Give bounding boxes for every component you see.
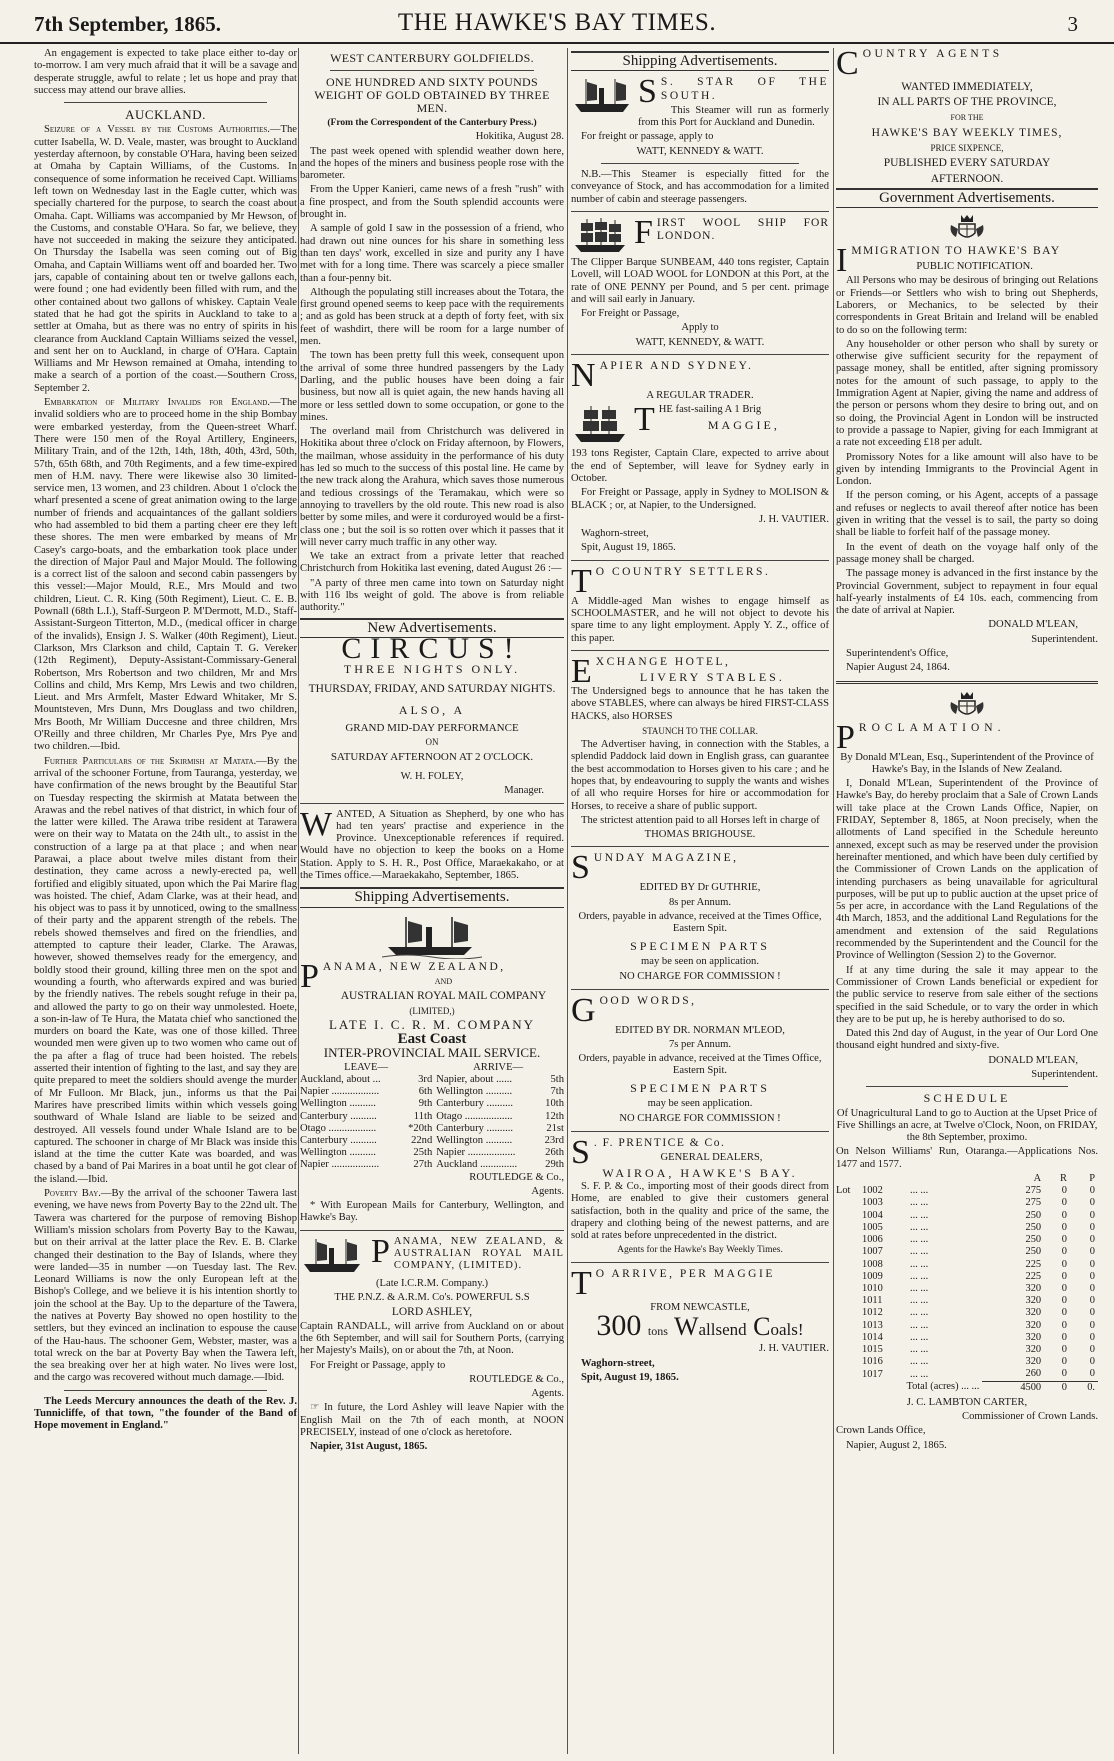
auckland-heading: AUCKLAND.: [125, 107, 206, 123]
lot-row: 1016 ... ... 320 0 0: [862, 1356, 1095, 1368]
sunday-ad: [571, 849, 829, 887]
carter-name: J. C. LAMBTON CARTER,: [906, 1396, 1028, 1408]
circus-manager-name: W. H. FOLEY,: [400, 770, 464, 782]
prentice-place: WAIROA, HAWKE'S BAY.: [602, 1165, 798, 1180]
coals-date: Spit, August 19, 1865.: [581, 1371, 679, 1383]
immigration-paragraph: If the person coming, or his Agent, accepts of a passage and refuses or neglects to avail thereof after notice has been given in writing that the vessel is to sail, the party so doing shall be liable to forfeit half of the passage money.: [836, 490, 1098, 539]
coals-signature: J. H. VAUTIER.: [759, 1343, 829, 1355]
lot-row: 1006 ... ... 250 0 0: [862, 1234, 1095, 1246]
good-words-specimen: SPECIMEN PARTS: [630, 1080, 770, 1095]
carter-date: Napier, August 2, 1865.: [846, 1439, 947, 1451]
pointing-hand-icon: ☞: [310, 1402, 325, 1414]
further-lead: Further Particulars of the Skirmish at Matata.: [44, 755, 257, 767]
carter-title: Commissioner of Crown Lands.: [962, 1411, 1098, 1423]
divider: [836, 681, 1098, 684]
new-ads-heading: New Advertisements.: [300, 618, 564, 638]
divider: [571, 211, 829, 212]
leave-header: LEAVE—: [344, 1061, 389, 1073]
steamship-icon: [571, 76, 633, 116]
seizure-lead: Seizure of a Vessel by the Customs Authorities.: [44, 124, 270, 136]
panama-aus: AUSTRALIAN ROYAL MAIL COMPANY: [340, 990, 547, 1003]
lots-total: Total (acres) ... ... 4500 0 0.: [836, 1381, 1098, 1394]
divider: [571, 989, 829, 990]
prentice-title: . F. PRENTICE & Co.: [593, 1136, 726, 1149]
arrive-header: ARRIVE—: [473, 1061, 524, 1073]
lot-row: 1003 ... ... 275 0 0: [862, 1197, 1095, 1209]
sunday-title: UNDAY MAGAZINE,: [593, 852, 739, 865]
circus-grand: GRAND MID-DAY PERFORMANCE: [345, 722, 519, 735]
gold-paragraph: A sample of gold I saw in the possession of a friend, who had drawn out nine ounces for his share in something less than ten days' work, excelled in size and purity any I have met with for a long time. There was scarcely a piece smaller than a four-penny bit.: [300, 223, 564, 284]
panama2-ship: LORD ASHLEY,: [391, 1306, 473, 1319]
drop-cap: S: [571, 849, 590, 887]
gold-paragraph: From the Upper Kanieri, came news of a fresh "rush" with a fine prospect, and from the South splendid accounts were brought in.: [300, 184, 564, 221]
circus-manager-title: Manager.: [504, 785, 544, 797]
panama2-title: ANAMA, NEW ZEALAND, & AUSTRALIAN ROYAL MAIL COMPANY, (LIMITED).: [393, 1235, 564, 1272]
column-rule: [833, 48, 834, 1754]
matata-article: [34, 756, 297, 1186]
prentice-body: S. F. P. & Co., importing most of their goods direct from Home, are enabled to give their customers general satisfaction, both in the quality and price of the same, the drapery and clothing being of the newest patterns, and are sold at rates before unprecedented in the district.: [571, 1180, 829, 1242]
coals-address: Waghorn-street,: [581, 1357, 655, 1369]
panama2-late: (Late I.C.R.M. Company.): [376, 1277, 488, 1289]
schedule-row: Canterbury .......... 22nd Wellington .......... 23rd: [300, 1134, 564, 1146]
divider: [64, 1390, 267, 1391]
masthead: [0, 0, 1114, 44]
column-news: [34, 48, 297, 1754]
routledge-name: ROUTLEDGE & Co.,: [469, 1373, 564, 1385]
embark-body: —The invalid soldiers who are to proceed home in the ship Bombay were embarked yesterday, from the Queen-street Wharf. There were 150 men of the Royal Artillery, Engineers, Military Train, and of the 12th, 14th, 18th, 40th, 43rd, 50th, 57th, 65th 68th, and 70th Regiments, and a few time-expired men of H.M. navy. There were likewise also 30 limited-service men, 13 women, and 23 children. About 1 o'clock the wharf presented a scene of great animation owing to the large number of friends and acquaintances of the gallant soldiers who had assembled to bid them a parting cheer ere they left these shores. The men were embarked by means of Mr Casey's cargo-boats, and the embarkation took place under the direction of Major Paul and Major Mould. The following is a correct list of the saloon and second cabin passengers by this vessel:—Major Mould, R.E., Mrs Mould and two children, Lieut. C. R. King (50th Regiment), Lieut. C. E. B. Pownall (68th L.I.), Staff-Surgeon P. M'Dermott, M.D., Staff-Assistant-Surgeon Titterton, M.D., (medical officer in charge of the invalids), Ensign J. S. Walker (40th Regiment), Lieut. Clarkson, Mrs Clarkson and child, Captain T. G. Vereker (12th Regiment), Deputy-Assistant-Commissary-General Robertson, Mrs Robertson and two children, Mr and Mrs Collins and child, Mrs Kemp, Mrs Lewis and two children, Lieut. and Mrs Armfelt, Master Edward Whitaker, Mr S. Mountsteven, Mrs Dunn, Mrs Douglass and two children, Mrs Booth, Mr William Duccesne and three children, Mrs O'Reilly and three children, Mr Charles Pye, Mrs Pye and two children.—Ibid.: [34, 397, 297, 753]
issue-date: 7th September, 1865.: [34, 12, 222, 36]
star-freight: For freight or passage, apply to: [581, 131, 714, 143]
circus-days: THURSDAY, FRIDAY, AND SATURDAY NIGHTS.: [308, 683, 556, 696]
further-body: —By the arrival of the schooner Fortune, from Tauranga, yesterday, we have confirmation of the news brought by the Beautiful Star on Tuesday respecting the skirmish at Matata between the Arawas and the rebel natives of that district, in which four of the latter were killed. The Arawa tribe resident at Tarawera were on their way to Matata on the 24th ult., to assist in the construction of a large pa at that place ; and when near Parawai, a place about twelve miles distant from their destination, they came across a newly-erected pa, well fortified and eligibly situated, upon which the Pai Marire flag was hoisted. The chief, Adam Clarke, was at their head, and his object was to pass it by unnoticed, owing to the smallness of their party and the apparent strength of the rebels. The rebels showed themselves and fired on the friendlies, and attempted to capture their leader, Clarke. The Arawas, however, showed themselves ready for the emergency, and boldly stood their ground, killing three men on the spot and wounding a fourth, who afterwards expired and was buried by the friendly natives. The rebels sought refuge in their pa, and allowed the party to go on their way unmolested. Hoete, a son-in-law of Te Hura, the Matata chief who sanctioned the murders on board the Kate, was one of those killed. Three wounded men were given up to two women who came out of the pa after a flag of truce had been hoisted. The rebels asserted their intention of fighting to the last, and say they are quite prepared to meet the soldiers should avenge the murder of Mr Fulloon. Mr Black, jun., informs us that the Pai Marires have prescribed limits within which vessels going southward of Whale Island are liable to be seized and destroyed. All vessels found under Whale Island are to be captured. The schooner in charge of Mr Black was inside this island at the time the cutter Kate was boarded, and was chased by a band of Pai Marires in a boat until he got clear of the island.—Ibid.: [34, 755, 297, 1185]
settlers-title: O COUNTRY SETTLERS.: [595, 565, 771, 578]
settlers-body: A Middle-aged Man wishes to engage himself as SCHOOLMASTER, and he will not object to devote his spare time to any light employment. Apply Y. Z., office of this paper.: [571, 595, 829, 644]
divider: [300, 803, 564, 804]
routledge-name: ROUTLEDGE & Co.,: [469, 1171, 564, 1183]
lot-row: 1015 ... ... 320 0 0: [862, 1343, 1095, 1355]
routledge-agents: Agents.: [531, 1388, 564, 1400]
lot-row: 1005 ... ... 250 0 0: [862, 1221, 1095, 1233]
schedule-row: Napier .................. 27th Auckland .............. 29th: [300, 1159, 564, 1171]
country-agents-title: OUNTRY AGENTS: [862, 48, 1003, 60]
star-body: This Steamer will run as formerly from this Port for Auckland and Dunedin.: [638, 104, 829, 129]
prentice-sub: GENERAL DEALERS,: [660, 1151, 763, 1163]
agents-for: FOR THE: [950, 112, 984, 122]
napier-trader: A REGULAR TRADER.: [646, 390, 754, 402]
panama-and: AND: [434, 976, 453, 986]
drop-cap: F: [634, 213, 653, 251]
wool-apply: Apply to: [681, 322, 719, 334]
exchange-body: The Undersigned begs to announce that he has taken the above STABLES, where can always be hired FIRST-CLASS HACKS, also HORSES: [571, 685, 829, 722]
immigration-paragraph: The passage money is advanced in the first instance by the Provincial Government, subject to repayment in four equal half-yearly instalments of £4 10s. each, commencing from the date of arrival at Napier.: [836, 568, 1098, 617]
immigration-paragraph: Promissory Notes for a like amount will also have to be given by intending Immigrants to the Provincial Agent in London.: [836, 451, 1098, 488]
lots-table: [836, 1173, 1098, 1394]
lot-row: Lot 1002 ... ... 275 0 0: [836, 1185, 1095, 1197]
panama-title: ANAMA, NEW ZEALAND,: [322, 960, 506, 973]
agents-wanted: WANTED IMMEDIATELY,: [901, 81, 1033, 93]
exchange-staunch: STAUNCH TO THE COLLAR.: [642, 725, 758, 736]
goldfields-heading: WEST CANTERBURY GOLDFIELDS.: [330, 51, 534, 65]
agents-parts: IN ALL PARTS OF THE PROVINCE,: [877, 96, 1057, 109]
wool-freight: For Freight or Passage,: [581, 308, 680, 320]
gold-source: (From the Correspondent of the Canterbury Press.): [327, 118, 537, 128]
drop-cap: S: [571, 1133, 590, 1171]
gold-paragraph: The town has been pretty full this week, consequent upon the arrival of some three hundred passengers by the Lady Darling, and the public houses have been doing a fair business, but now all is quiet again, the new hands having all more or less settled down to some occupation, or gone to the mines.: [300, 350, 564, 423]
panama-late: LATE I. C. R. M. COMPANY: [328, 1016, 536, 1032]
agents-afternoon: AFTERNOON.: [930, 172, 1004, 185]
drop-cap: N: [571, 357, 596, 395]
coals-title: O ARRIVE, PER MAGGIE: [595, 1267, 775, 1280]
star-agents: WATT, KENNEDY & WATT.: [636, 145, 764, 157]
proclamation-title: ROCLAMATION.: [858, 721, 1006, 734]
divider: [866, 1086, 1068, 1087]
lot-row: 1009 ... ... 225 0 0: [862, 1270, 1095, 1282]
future-date: Napier, 31st August, 1865.: [310, 1441, 428, 1453]
circus-saturday: SATURDAY AFTERNOON AT 2 O'CLOCK.: [330, 750, 534, 763]
seizure-body: —The cutter Isabella, W. D. Veale, master, was brought to Auckland yesterday afternoon, by constable O'Hara, having been seized at Omaha by Captain Williams, of the Customs. In consequence of some information he received Capt. Williams left town on Wednesday last in the Eagle cutter, which was specially chartered for the purpose, to search the coast about Omaha. Capt. Williams was accompanied by Mr Hewson, of the Customs, and constable O'Hara. So far, we believe, they have not succeeded in making the seizure they anticipated. On Thursday the Isabella was seen coming out of Big Omaha, and Captain Williams went off and boarded her. Two jars, capable of containing about ten or twelve gallons each, were found ; one had evidently been filled with rum, and the other contained about two gallons of whiskey. Captain Veale stated that he had got the spirits in Auckland to take to a settler at Omaha, but as there was no entry of spirits in his clearance from Auckland Captain Williams seized the vessel, and sent her on to Auckland, in charge of O'Hara. Captain Williams and Mr Hewson remained at Omaha, intending to make a search of a portion of the coast.—Southern Cross, September 2.: [34, 124, 297, 394]
wanted-ad: [300, 805, 564, 883]
drop-cap: S: [638, 73, 657, 111]
star-title: S. STAR OF THE SOUTH.: [660, 76, 829, 102]
drop-cap: P: [371, 1232, 390, 1270]
maggie-freight: For Freight or Passage, apply in Sydney to MOLISON & BLACK ; or, at Napier, to the Undersigned.: [571, 487, 829, 511]
divider: [64, 102, 267, 103]
settlers-ad: [571, 562, 829, 600]
immigration-superintendent: Superintendent.: [1031, 633, 1098, 645]
lot-row: 1004 ... ... 250 0 0: [862, 1209, 1095, 1221]
wool-title: IRST WOOL SHIP FOR LONDON.: [656, 216, 829, 243]
circus-also: ALSO, A: [398, 702, 466, 717]
lot-row: 1014 ... ... 320 0 0: [862, 1331, 1095, 1343]
good-words-price: 7s per Annum.: [668, 1038, 732, 1050]
immigration-signature: DONALD M'LEAN,: [988, 619, 1078, 631]
panama-ad: [300, 957, 564, 995]
sunday-specimen: SPECIMEN PARTS: [630, 938, 770, 953]
proclamation-body2: If at any time during the sale it may appear to the Commissioner of Crown Lands beneficial or expedient for the public service to reserve from sale either of the sections specified in the said Schedule, or to vary the order in which they are to be put up, he is hereby authorised to do so.: [836, 964, 1098, 1025]
good-words-orders: Orders, payable in advance, received at the Times Office, Eastern Spit.: [578, 1053, 822, 1077]
good-words-seen: may be seen application.: [647, 1098, 753, 1110]
divider: [571, 650, 829, 651]
drop-cap: T: [634, 401, 655, 439]
schedule-header: [300, 1062, 564, 1074]
circus-on: ON: [425, 737, 439, 748]
sunday-orders: Orders, payable in advance, received at the Times Office, Eastern Spit.: [578, 911, 822, 935]
maggie-body: 193 tons Register, Captain Clare, expected to arrive about the end of September, will leave for Sydney early in October.: [571, 448, 829, 484]
exchange-body3: The strictest attention paid to all Horses left in charge of: [581, 814, 820, 826]
divider: [571, 354, 829, 355]
panama2-freight: For Freight or Passage, apply to: [310, 1359, 446, 1371]
maggie-name: MAGGIE,: [707, 417, 780, 432]
proclamation-superintendent: Superintendent.: [1031, 1069, 1098, 1080]
gold-paragraph: The past week opened with splendid weather down here, and the hopes of the miners and business people rose with the barometer.: [300, 145, 564, 182]
proclamation-dated: Dated this 2nd day of August, in the year of Our Lord One thousand eight hundred and sixty-five.: [836, 1028, 1098, 1052]
drop-cap: T: [571, 1264, 592, 1302]
lot-row: 1007 ... ... 250 0 0: [862, 1246, 1095, 1258]
circus-title: CIRCUS!: [341, 631, 523, 665]
royal-crest-icon: [947, 690, 987, 720]
shipping-heading: Shipping Advertisements.: [300, 887, 564, 907]
immigration-date: Napier August 24, 1864.: [846, 662, 950, 674]
lot-row: 1013 ... ... 320 0 0: [862, 1319, 1095, 1331]
immigration-sub: PUBLIC NOTIFICATION.: [916, 260, 1033, 272]
maggie-date: Spit, August 19, 1865.: [581, 542, 676, 554]
proclamation-signature: DONALD M'LEAN,: [988, 1054, 1078, 1066]
gold-paragraph: The overland mail from Christchurch was delivered in Hokitika about three o'clock on Friday afternoon, by Flowers, the mailman, whose assiduity in the performance of his duty has led so much to the success of this postal line. He came by the new track along the Arahura, which saves those numerous and tedious crossings of the Teramakau, which were so annoying to travellers by the old route. This new road is also better by some miles, and were it corduroyed would be a first-class one ; but the soil is so rotten over which it passes that it will never carry much traffic in any other way.: [300, 426, 564, 548]
divider: [571, 560, 829, 561]
wanted-body: ANTED, A Situation as Shepherd, by one who has had ten years' practise and experience in the Province. Unexceptionable references if required. Would have no objection to keep the books on a Home Station. Apply to S. H. R., Post Office, Maraekakaho, or at the Times office.—Maraekakaho, September, 1865.: [300, 808, 564, 882]
gold-dateline: Hokitika, August 28.: [475, 131, 564, 143]
schedule-intro: Of Unagricultural Land to go to Auction at the Upset Price of Five Shillings an acre, at Twelve o'Clock, Noon, on FRIDAY, the 8th September, proximo.: [836, 1107, 1098, 1144]
carter-office: Crown Lands Office,: [836, 1425, 926, 1437]
column-government: [836, 48, 1098, 1754]
gold-paragraph: Although the populating still increases about the Totara, the first ground opened seems to keep pace with the requirements ; and as gold has been struck at a depth of forty feet, with six feet of washdirt, there will be room for a large number of men.: [300, 286, 564, 348]
leeds-note: The Leeds Mercury announces the death of the Rev. J. Tunnicliffe, of that town, "the founder of the Band of Hope movement in England.": [34, 1395, 297, 1432]
shipping-heading: Shipping Advertisements.: [571, 51, 829, 71]
sunday-price: 8s per Annum.: [668, 896, 732, 908]
mail-schedule: [300, 1062, 564, 1172]
divider: [300, 1230, 564, 1231]
immigration-title: MMIGRATION TO HAWKE'S BAY: [851, 245, 1061, 258]
divider: [571, 846, 829, 847]
schedule-row: Canterbury .......... 11th Otago .................. 12th: [300, 1110, 564, 1122]
exchange-signature: THOMAS BRIGHOUSE.: [644, 829, 756, 841]
drop-cap: W: [300, 805, 333, 843]
steamship-icon: [300, 1236, 366, 1276]
sailing-ship-icon: [571, 404, 629, 446]
sailing-ship-icon: [571, 217, 629, 255]
wool-body: The Clipper Barque SUNBEAM, 440 tons register, Captain Lovell, will LOAD WOOL for LONDON at this Port, at the rate of ONE PENNY per Pound, and 5 per cent. primage and will sail early in January.: [571, 256, 829, 305]
sunday-no-charge: NO CHARGE FOR COMMISSION !: [619, 971, 781, 983]
intro-paragraph: An engagement is expected to take place either to-day or to-morrow. I am very much afraid that it will be a savage and desperate struggle, awful to relate ; let us hope and pray that success may attend our brave allies.: [34, 48, 297, 96]
lot-row: 1011 ... ... 320 0 0: [862, 1295, 1095, 1307]
column-rule: [298, 48, 299, 1754]
prentice-agents: Agents for the Hawke's Bay Weekly Times.: [617, 1245, 783, 1256]
panama-coast: East Coast: [397, 1031, 467, 1048]
royal-crest-icon: [947, 213, 987, 243]
lot-row: 1008 ... ... 225 0 0: [862, 1258, 1095, 1270]
lot-row: 1010 ... ... 320 0 0: [862, 1282, 1095, 1294]
divider: [571, 1131, 829, 1132]
immigration-paragraph: Any householder or other person who shall by surety or otherwise give sufficient security for the repayment of passage money, shall be entitled, after signing promissory notes for the amount of such passage, to apply to the Immigration Agent at Napier, giving the name and address of the person or persons whom they desire to bring out, and on so doing, the Provincial Agent in London will be instructed to provide a passage to Napier, giving for each Immigrant at a rate not exceeding £18 per adult.: [836, 338, 1098, 449]
schedule-run: On Nelson Williams' Run, Otaranga.—Applications Nos. 1477 and 1577.: [836, 1146, 1098, 1170]
gold-paragraph: "A party of three men came into town on Saturday night with 116 lbs weight of gold. The above is from reliable authority.": [300, 577, 564, 614]
poverty-lead: Poverty Bay.: [44, 1188, 101, 1200]
proclamation-ad: [836, 718, 1098, 756]
exchange-body2: The Advertiser having, in connection with the Stables, a splendid Paddock laid down in English grass, can guarantee the best accommodation to Horses given to his care ; and he hopes that, by endeavouring to supply the wants and wishes of all who require Horses for hire or accommodation for Horses, to receive a share of public support.: [571, 739, 829, 812]
wool-agents: WATT, KENNEDY, & WATT.: [635, 336, 765, 348]
gold-title: ONE HUNDRED AND SIXTY POUNDS WEIGHT OF GOLD OBTAINED BY THREE MEN.: [314, 75, 550, 115]
routledge-agents: Agents.: [531, 1185, 564, 1197]
coals-banner: 300 tons Wallsend Coals!: [596, 1309, 804, 1342]
schedule-row: Wellington .......... 25th Napier .................. 26th: [300, 1147, 564, 1159]
immigration-office: Superintendent's Office,: [846, 647, 949, 659]
poverty-bay-article: [34, 1188, 297, 1385]
maggie-title: HE fast-sailing A 1 Brig: [658, 404, 762, 416]
drop-cap: I: [836, 242, 848, 280]
sunday-editor: EDITED BY Dr GUTHRIE,: [639, 882, 761, 894]
agents-paper: HAWKE'S BAY WEEKLY TIMES,: [871, 126, 1063, 139]
future-note: ☞ In future, the Lord Ashley will leave Napier with the English Mail on the 7th of each month, at NOON PRECISELY, instead of one o'clock as heretofore.: [300, 1402, 564, 1438]
panama2-line: THE P.N.Z. & A.R.M. Co's. POWERFUL S.S: [334, 1292, 530, 1304]
lot-row: 1017 ... ... 260 0 0: [862, 1368, 1095, 1380]
drop-cap: P: [836, 718, 855, 756]
lot-row: 1012 ... ... 320 0 0: [862, 1307, 1095, 1319]
steamship-icon: [382, 913, 482, 959]
drop-cap: T: [571, 562, 592, 600]
panama2-body: Captain RANDALL, will arrive from Auckland on or about the 6th September, and will sail for Southern Ports, (carrying her Majesty's Mails), on or about the 7th, at Noon.: [300, 1320, 564, 1357]
newspaper-title: THE HAWKE'S BAY TIMES.: [397, 9, 717, 36]
schedule-row: Otago .................. *20th Canterbury .......... 21st: [300, 1122, 564, 1134]
proclamation-by: By Donald M'Lean, Esq., Superintendent of the Province of Hawke's Bay, in the Islands of New Zealand.: [840, 751, 1094, 775]
page-number: 3: [1067, 12, 1078, 36]
panama-ltd: (LIMITED,): [409, 1005, 455, 1016]
good-words-editor: EDITED BY DR. NORMAN M'LEOD,: [615, 1024, 785, 1036]
circus-nights: THREE NIGHTS ONLY.: [343, 662, 521, 677]
drop-cap: P: [300, 957, 319, 995]
drop-cap: C: [836, 48, 859, 82]
napier-title: APIER AND SYDNEY.: [599, 360, 754, 373]
good-words-no-charge: NO CHARGE FOR COMMISSION !: [619, 1113, 781, 1125]
column-shipping: [571, 48, 829, 1754]
column-rule: [567, 48, 568, 1754]
panama-service: INTER-PROVINCIAL MAIL SERVICE.: [323, 1045, 541, 1061]
exchange-sub: LIVERY STABLES.: [639, 670, 785, 685]
schedule-row: Napier .................. 6th Wellington .......... 7th: [300, 1086, 564, 1098]
immigration-paragraph: All Persons who may be desirous of bringing out Relations or Friends—or Settlers who wish to bring out Shepherds, Laborers, or Mechanics, to be selected by their correspondents in Great Britain and Ireland will be enabled to do so on the following term:: [836, 275, 1098, 336]
sunday-seen: may be seen on application.: [641, 955, 759, 967]
maggie-address: Waghorn-street,: [581, 528, 649, 540]
government-heading: Government Advertisements.: [836, 188, 1098, 208]
exchange-title: XCHANGE HOTEL,: [595, 655, 731, 668]
divider: [571, 1262, 829, 1263]
lots-header: A R P: [1033, 1173, 1095, 1185]
schedule-note: * With European Mails for Canterbury, Wellington, and Hawke's Bay.: [300, 1200, 564, 1224]
good-words-ad: [571, 991, 829, 1029]
country-agents-ad: [836, 48, 1098, 82]
coals-from: FROM NEWCASTLE,: [650, 1301, 750, 1313]
poverty-body: —By the arrival of the schooner Tawera last evening, we have news from Poverty Bay to the 22nd ult. The Tawera was chartered for the purpose of removing Bishop William's mission scholars from Poverty Bay to the Kawau, but on their arrival at the latter place the Rev. E. B. Clarke changed their destination to the Bay of Islands, where they were landed—35 in number —on Tuesday last. The Rev. Leonard Williams is now the only European left at the Bishop's College, and we believe it is his intention shortly to join the school at the Bay. Up to the departure of the Tawera, the natives at Poverty Bay showed no open hostility to the settlers, but they evinced an inclination to espouse the cause of the Hau-haus. The schooner Gem, Webster, master, was a total wreck on the bar at Poverty Bay when the Tawera left, the sea breaking over her at high water. No lives were lost, and the cargo was recovered without much damage.—Ibid.: [34, 1188, 297, 1384]
agents-price: PRICE SIXPENCE,: [930, 143, 1004, 154]
maggie-signature: J. H. VAUTIER.: [759, 513, 829, 525]
immigration-paragraph: In the event of death on the voyage half only of the passage money shall be charged.: [836, 541, 1098, 565]
divider: [330, 70, 534, 71]
drop-cap: E: [571, 652, 592, 690]
agents-published: PUBLISHED EVERY SATURDAY: [883, 157, 1051, 170]
good-words-title: OOD WORDS,: [599, 994, 697, 1007]
schedule-row: Auckland, about ... 3rd Napier, about ...... 5th: [300, 1073, 564, 1085]
seizure-article: [34, 124, 297, 395]
schedule-row: Wellington .......... 9th Canterbury .......... 10th: [300, 1098, 564, 1110]
napier-ad: [571, 357, 829, 395]
drop-cap: G: [571, 991, 596, 1029]
coals-ad: [571, 1264, 829, 1302]
gold-paragraph: We take an extract from a private letter that reached Christchurch from Hokitika last evening, dated August 26 :—: [300, 551, 564, 575]
embark-lead: Embarkation of Military Invalids for England.: [44, 397, 270, 409]
schedule-heading: SCHEDULE: [923, 1091, 1011, 1106]
star-nb: N.B.—This Steamer is especially fitted for the conveyance of Stock, and has accommodation for a limited number of cabin and steerage passengers.: [571, 169, 829, 205]
column-goldfields: [300, 48, 564, 1754]
embarkation-article: [34, 397, 297, 754]
proclamation-body: I, Donald M'Lean, Superintendent of the Province of Hawke's Bay, do hereby proclaim that a Sale of Crown Lands will take place at the Crown Lands Office, Napier, on FRIDAY, September 8, 1865, at Noon precisely, when the allotments of Land specified in the Schedule hereunto annexed, except such as may be reserved under the provision hereinafter mentioned, and which have been duly certified by the Commissioner of Crown Lands on the application of intending purchasers as being unavailable for agricultural purposes, will be put up to public auction at the upset price of 5s per acre, in accordance with the Land Regulations of the 4th March, 1853, and the additional Land Regulations for the amendment and extension of the said Regulations recommended by the Superintendent and the Council for the Province of Wellington (Session 2) to the Governor.: [836, 778, 1098, 962]
divider: [601, 163, 799, 164]
